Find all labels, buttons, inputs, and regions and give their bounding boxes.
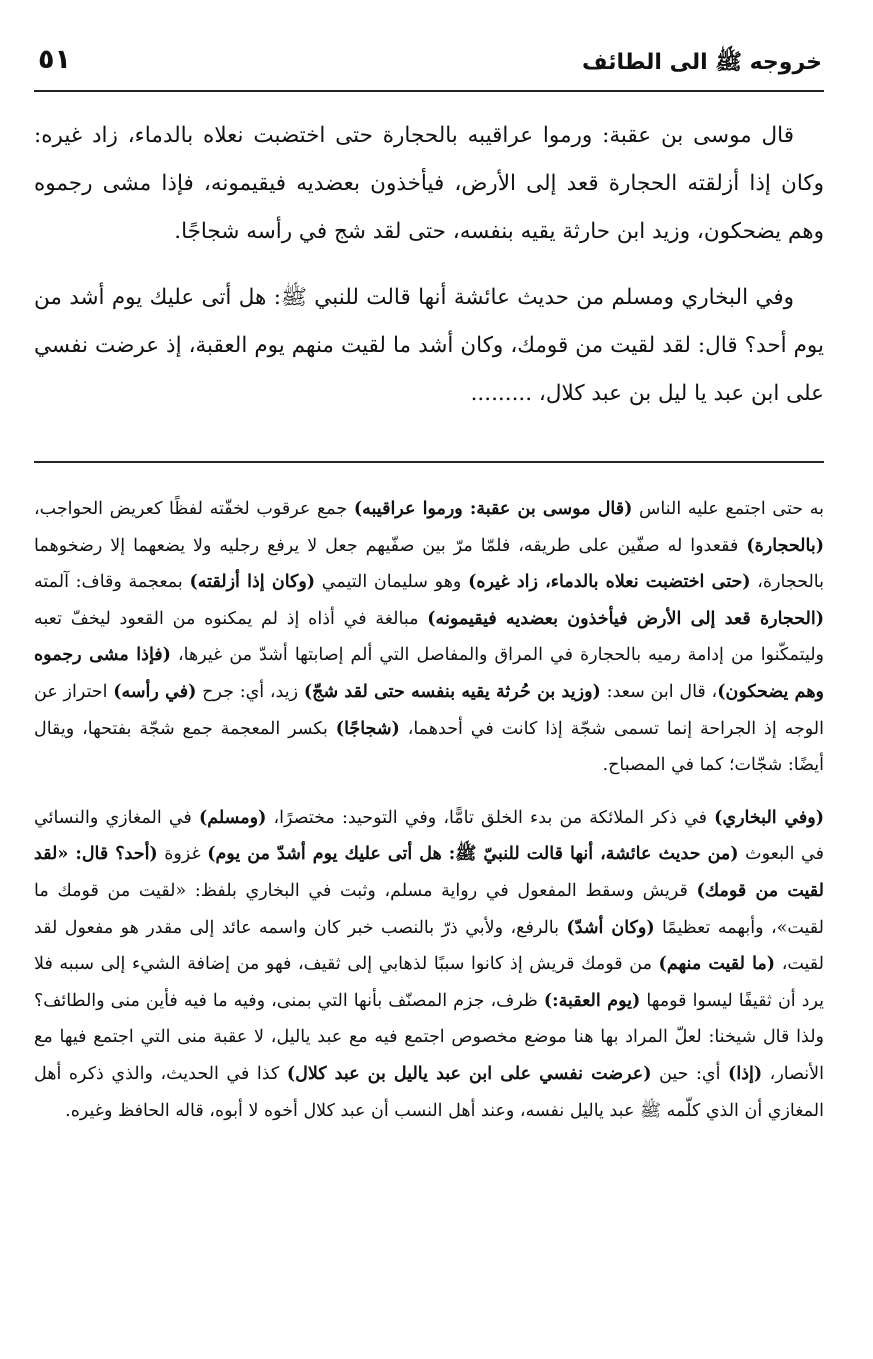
quoted-text: (وفي البخاري) [714, 807, 825, 828]
commentary-text: احتراز عن الوجه إذ الجراحة إنما تسمى شجّة إذا كانت في أحدهما، [34, 681, 824, 739]
quoted-text: (إذا) [728, 1063, 763, 1084]
quoted-text: (حتى اختضبت نعلاه بالدماء، زاد غيره) [468, 572, 751, 593]
quoted-text: (في رأسه) [113, 681, 197, 702]
commentary-text: وهو سليمان التيمي [315, 572, 469, 593]
quoted-text: (فإذا مشى رجموه وهم يضحكون) [34, 645, 825, 702]
header-rule [34, 90, 824, 92]
commentary-text: مبالغة في أذاه إذ لم يمكنوه من القعود ليخفّ تعبه وليتمكّنوا من إدامة رميه بالحجارة في المراق والمفاصل التي ألم إصابتها أشدّ من غيرها، [34, 608, 825, 666]
commentary-text: ظرف، جزم المصنّف بأنها التي بمنى، وفيه ما فيه فأين منى والطائف؟ ولذا قال شيخنا: لعلّ المراد بها هنا موضع مخصوص اجتمع فيه مع عبد ياليل، لا عقبة منى التي اجتمع فيها مع الأنصار، [34, 990, 824, 1084]
quoted-text: (الحجارة قعد إلى الأرض فيأخذون بعضديه فيقيمونه) [427, 608, 825, 629]
commentary [34, 491, 824, 1145]
quoted-text: (وزيد بن حُرثة يقيه بنفسه حتى لقد شجّ) [303, 681, 601, 702]
commentary-text: من قومك قريش إذ كانوا سببًا لذهابي إلى ثقيف، فهو من إضافة الشيء إلى سببه فلا يرد أن ثقيفًا ليسوا قومها [34, 954, 824, 1011]
commentary-paragraph [34, 800, 824, 1129]
commentary-text: قريش وسقط المفعول في رواية مسلم، وثبت في البخاري بلفظ: «لقيت من قومك ما لقيت»، وأبهمه تعظيمًا [34, 880, 824, 938]
quoted-text: (وكان أشدّ) [566, 917, 655, 938]
commentary-text: بكسر المعجمة جمع شجّة بفتحها، ويقال أيضًا: شجّات؛ كما في المصباح. [34, 718, 824, 776]
commentary-text: أي: حين [651, 1063, 729, 1084]
commentary-text: جمع عرقوب لخفّته لفظًا كعريض الحواجب، [34, 499, 354, 519]
quoted-text: (بالحجارة) [746, 535, 824, 556]
page-header [34, 34, 824, 84]
quoted-text: (وكان إذا أزلقته) [189, 572, 316, 593]
quoted-text: (أحد؟ قال: «لقد لقيت من قومك) [34, 844, 824, 901]
commentary-text: به حتى اجتمع عليه الناس [632, 499, 824, 519]
commentary-text: كذا في الحديث، والذي ذكره أهل المغازي أن الذي كلّمه ﷺ عبد ياليل نفسه، وعند أهل النسب أن عبد كلال أخوه لا أبوه، قاله الحافظ وغيره. [34, 1063, 824, 1121]
main-text [34, 112, 824, 436]
commentary-text: في المغازي والنسائي في البعوث [34, 807, 824, 865]
quoted-text: (شجاجًا) [335, 718, 400, 739]
commentary-paragraph [34, 491, 824, 784]
main-paragraph: قال موسى بن عقبة: ورموا عراقيبه بالحجارة حتى اختضبت نعلاه بالدماء، زاد غيره: وكان إذا أزلقته الحجارة قعد إلى الأرض، فيأخذون بعضديه فيقيمونه، فإذا مشى رجموه وهم يضحكون، وزيد ابن حارثة يقيه بنفسه، حتى لقد شج في رأسه شجاجًا. [34, 123, 824, 244]
commentary-text: بالرفع، ولأبي ذرّ بالنصب خبر كان واسمه عائد إلى مقدر هو مفعول لقد لقيت، [34, 917, 824, 975]
quoted-text: (ما لقيت منهم) [658, 954, 776, 975]
commentary-separator [34, 461, 824, 463]
page-number: ٥١ [38, 44, 71, 75]
quoted-text: (عرضت نفسي على ابن عبد ياليل بن عبد كلال) [286, 1063, 652, 1084]
commentary-text: فقعدوا له صفّين على طريقه، فلمّا مرّ بين صفّيهم جعل لا يرفع رجليه ولا يضعهما إلا رضخوهما بالحجارة، [34, 535, 825, 593]
commentary-text: غزوة [157, 844, 208, 865]
running-title: خروجه ﷺ الى الطائف [582, 50, 822, 75]
commentary-text: في ذكر الملائكة من بدء الخلق تامًّا، وفي التوحيد: مختصرًا، [266, 807, 715, 828]
quoted-text: (قال موسى بن عقبة: ورموا عراقيبه) [353, 499, 633, 519]
commentary-text: بمعجمة وقاف: آلمته [34, 572, 190, 593]
main-paragraph: وفي البخاري ومسلم من حديث عائشة أنها قالت للنبي ﷺ: هل أتى عليك يوم أشد من يوم أحد؟ قال: لقد لقيت من قومك، وكان أشد ما لقيت منهم يوم العقبة، إذ عرضت نفسي على ابن عبد يا ليل بن عبد كلال، ......... [34, 285, 824, 406]
commentary-text: ، قال ابن سعد: [600, 681, 718, 702]
quoted-text: (يوم العقبة:) [543, 990, 641, 1011]
quoted-text: (ومسلم) [198, 807, 267, 828]
quoted-text: (من حديث عائشة، أنها قالت للنبيّ ﷺ: هل أتى عليك يوم أشدّ من يوم) [207, 844, 739, 865]
commentary-text: زيد، أي: جرح [196, 681, 304, 702]
